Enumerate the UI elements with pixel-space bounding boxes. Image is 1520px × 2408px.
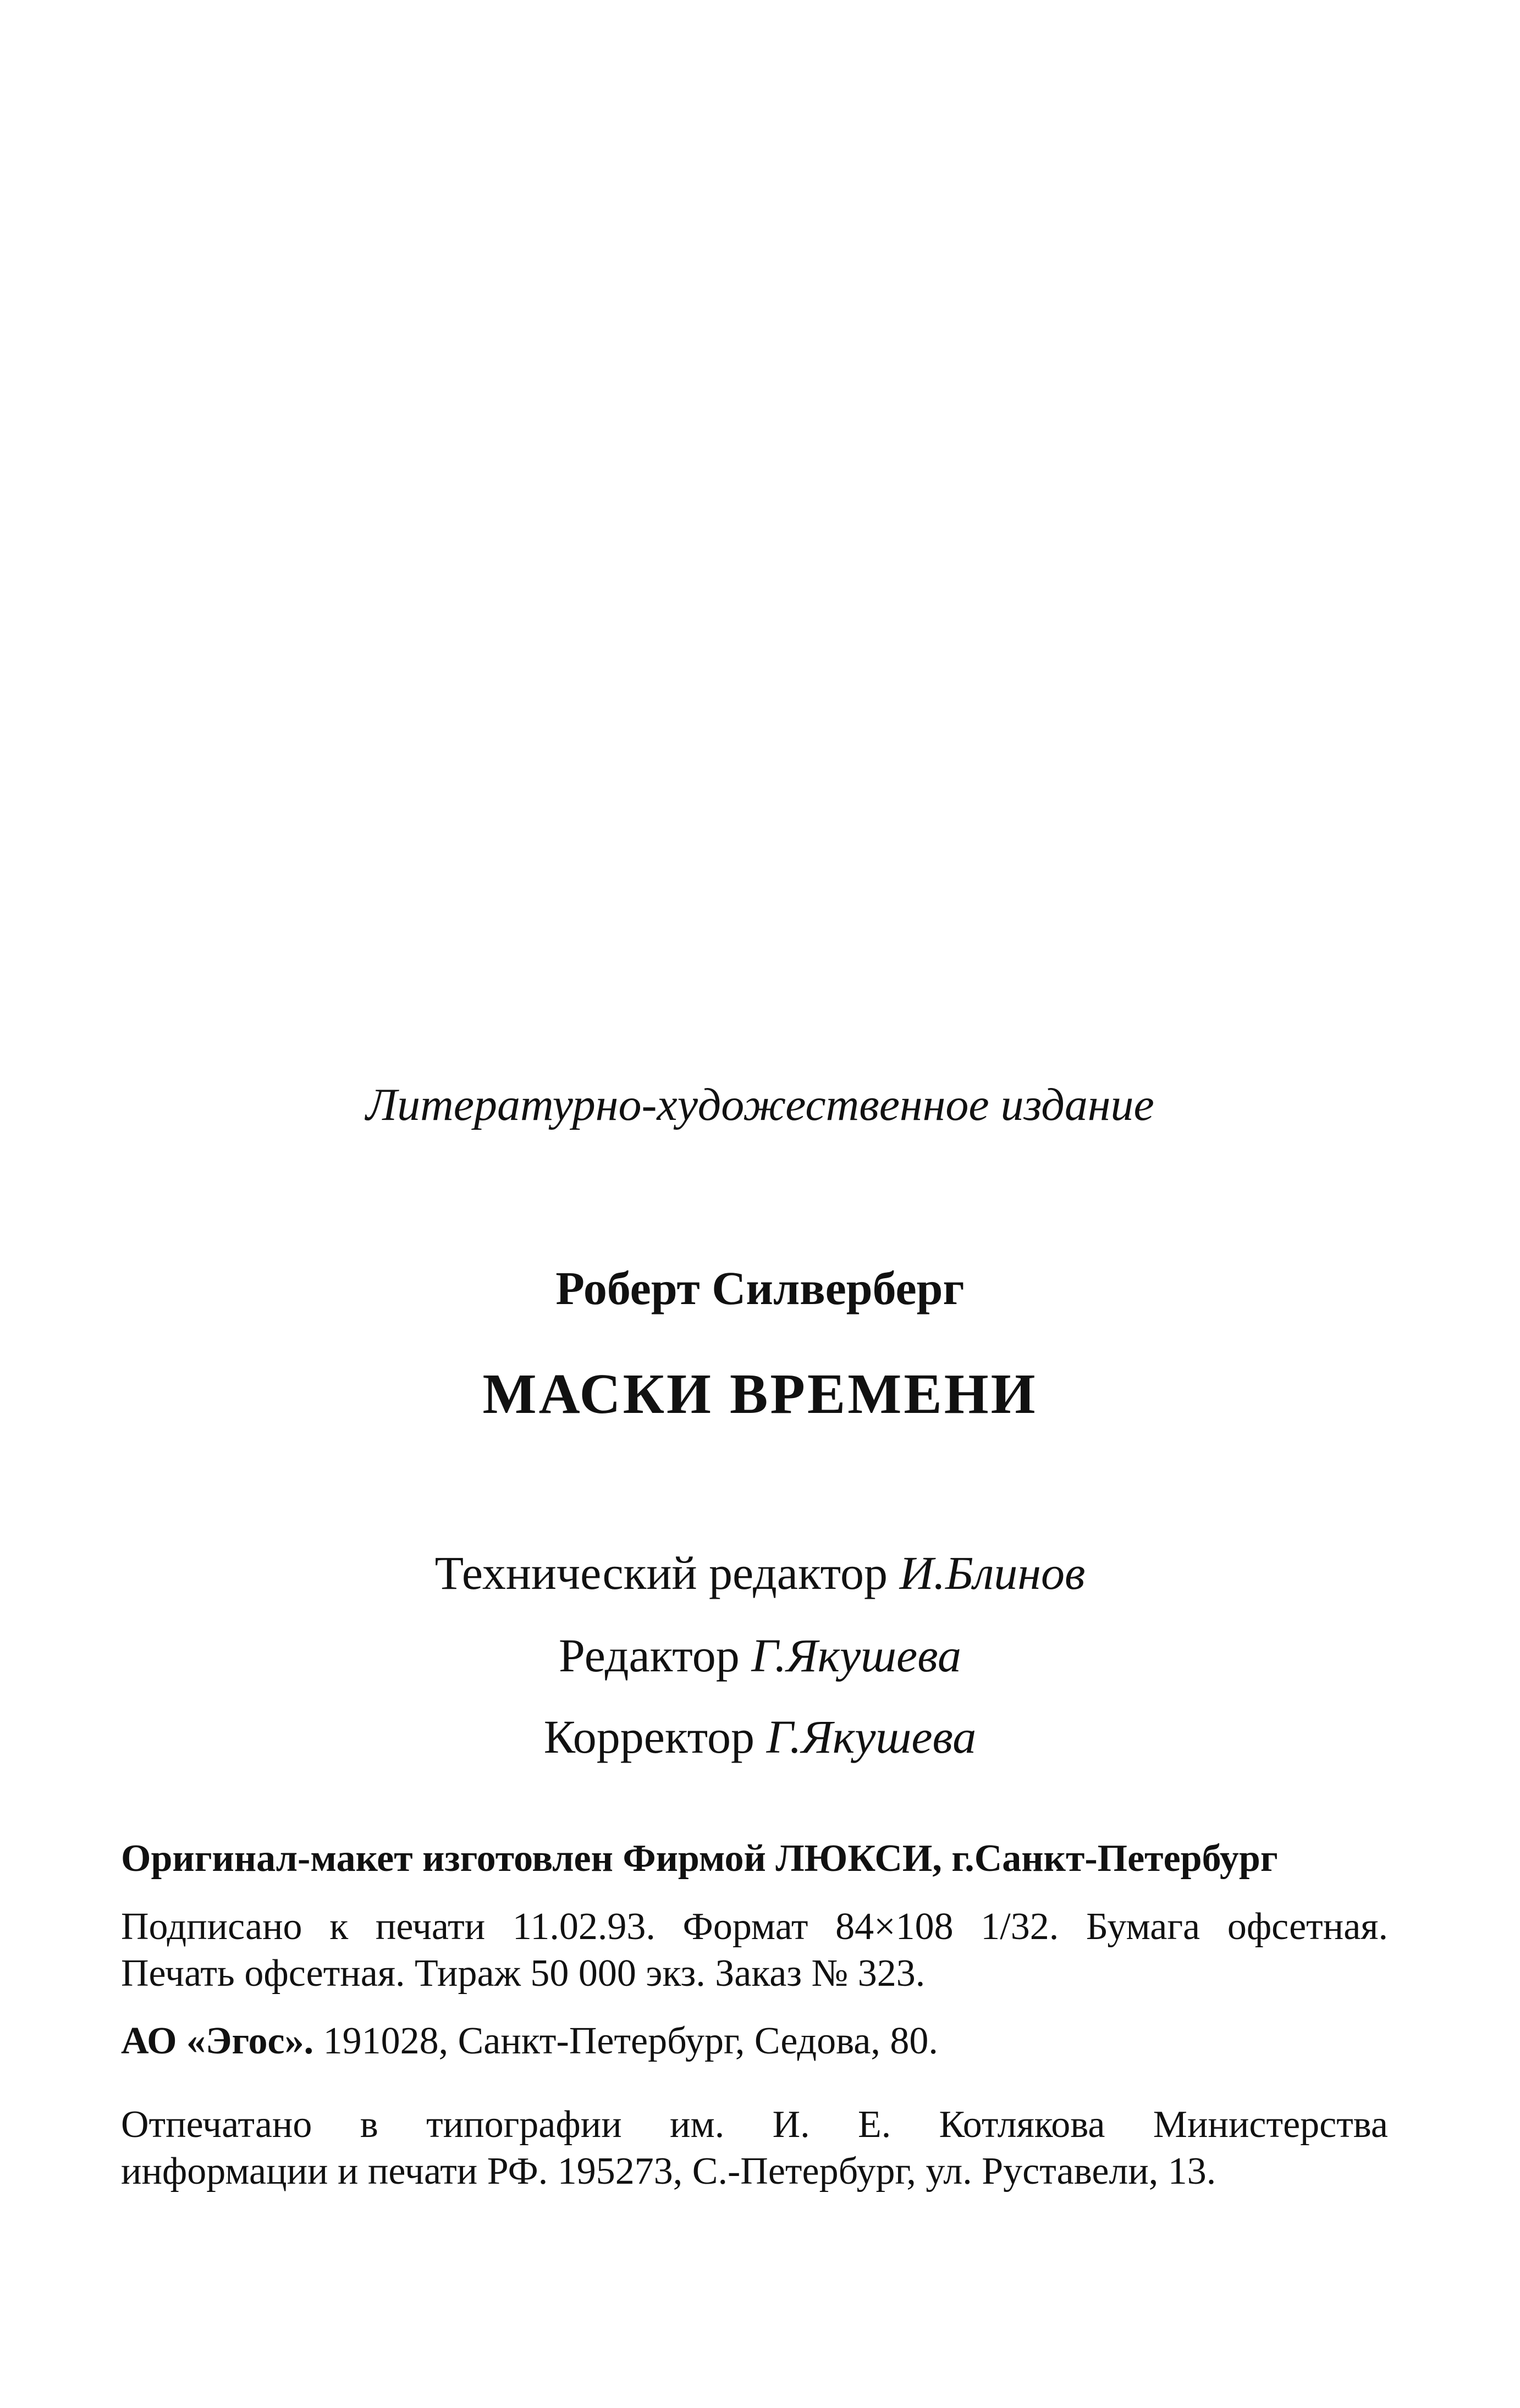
credit-editor — [0, 1629, 1520, 1682]
credit-person: Г.Якушева — [766, 1710, 977, 1763]
author-name: Роберт Силверберг — [555, 1262, 965, 1315]
credit-role: Технический редактор — [434, 1547, 888, 1599]
layout-credit: Оригинал-макет изготовлен Фирмой ЛЮКСИ, г.Санкт-Петербург — [121, 1837, 1278, 1880]
credit-person: И.Блинов — [899, 1547, 1086, 1599]
credit-proofreader — [0, 1710, 1520, 1763]
publisher-info — [121, 2018, 1388, 2064]
credit-role: Редактор — [559, 1629, 740, 1682]
print-spec-line: Подписано к печати 11.02.93. Формат 84×108 1/32. Бумага офсетная. — [121, 1906, 1388, 1948]
printer-line: Отпечатано в типографии им. И. Е. Котлякова Министерства — [121, 2103, 1388, 2146]
edition-type: Литературно-художественное издание — [366, 1079, 1154, 1130]
publisher-address: 191028, Санкт-Петербург, Седова, 80. — [323, 2020, 938, 2062]
printer-info — [121, 2101, 1388, 2195]
book-title: МАСКИ ВРЕМЕНИ — [482, 1362, 1038, 1426]
credit-technical-editor — [0, 1549, 1520, 1597]
publisher-name: АО «Эгос». — [121, 2020, 314, 2062]
print-specifications — [121, 1903, 1388, 1997]
credit-role: Корректор — [543, 1710, 755, 1763]
printer-line: информации и печати РФ. 195273, С.-Петербург, ул. Руставели, 13. — [121, 2150, 1216, 2193]
print-spec-line: Печать офсетная. Тираж 50 000 экз. Заказ № 323. — [121, 1952, 926, 1995]
credit-person: Г.Якушева — [751, 1629, 961, 1682]
